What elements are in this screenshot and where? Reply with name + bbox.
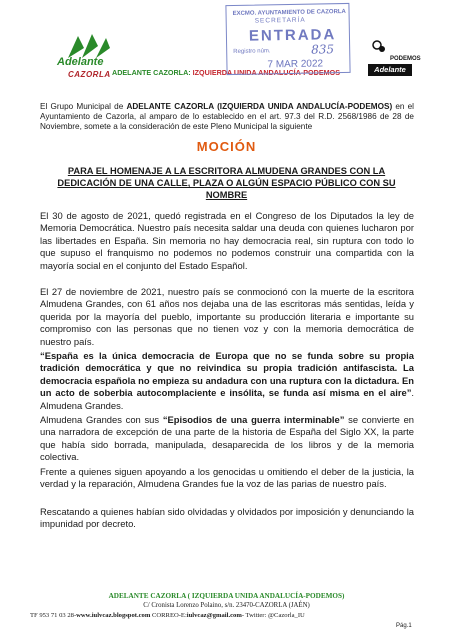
logo-subtitle: CAZORLA xyxy=(68,70,111,79)
paragraph-3-quote xyxy=(40,350,414,412)
stamp-number: 835 xyxy=(311,42,335,57)
footer-twitter: - Twitter: @Cazorla_IU xyxy=(241,612,305,619)
page-number: Pág.1 xyxy=(396,623,412,629)
podemos-circles-icon xyxy=(372,40,386,54)
party-prefix: ADELANTE CAZORLA: xyxy=(112,68,191,77)
quote-author: . Almudena Grandes. xyxy=(40,387,414,411)
footer-web-link[interactable]: www.iulvcaz.blogspot.com xyxy=(76,612,151,619)
intro-paragraph xyxy=(40,102,414,132)
quote-text: “España es la única democracia de Europa que no se funda sobre su propia tradición democrática y que no reivindica su propia tradición antifascista. La democracia española no empieza su andadura con una ruptura con la dictadura. En un acto de soberbia autocomplaciente e insólita, se funda así misma en el aire” xyxy=(40,350,414,399)
paragraph-4 xyxy=(40,414,414,464)
paragraph-6: Rescatando a quienes habían sido olvidadas y olvidados por imposición y denunciando la impunidad por decreto. xyxy=(40,506,414,530)
podemos-logo xyxy=(368,38,428,78)
footer-party: ADELANTE CAZORLA ( IZQUIERDA UNIDA ANDALUCÍA-PODEMOS) xyxy=(108,592,345,600)
logo-name: Adelante xyxy=(57,56,104,68)
intro-pre: El Grupo Municipal de xyxy=(40,102,127,111)
paragraph-1: El 30 de agosto de 2021, quedó registrada en el Congreso de los Diputados la ley de Memoria Democrática. Nuestro país necesita saldar una deuda con quienes lucharon por las libertades en España. Sin memoria no hay democracia real, sin ruptura con todo lo que supuso el franquismo no podemos no podemos construir una compartida con la mayoría social en el conjunto del Estado Español. xyxy=(40,210,414,271)
motion-title: PARA EL HOMENAJE A LA ESCRITORA ALMUDENA GRANDES CON LA DEDICACIÓN DE UNA CALLE, PLAZA O ALGÚN ESPACIO PÚBLICO CON SU NOMBRE xyxy=(57,166,396,200)
intro-post: en el Ayuntamiento de Cazorla, al amparo de lo establecido en el art. 97.3 del R.D. 2568/1986 de 28 de Noviembre, somete a la consideración de este Pleno Municipal la siguiente xyxy=(40,102,415,131)
footer-email-link[interactable]: iulvcaz@gmail.com xyxy=(186,612,242,619)
p4-pre: Almudena Grandes con sus xyxy=(40,414,163,425)
adelante-badge: Adelante xyxy=(368,64,412,76)
footer-phone: TF 953 71 03 28- xyxy=(30,612,77,619)
p4-post: se convierte en una narradora de excepción de una parte de la historia de España del Siglo XX, la parte que había sido borrada, manipulada, desaparecida de los libros y de la memoria colectiva. xyxy=(40,414,415,463)
stamp-date: 7 MAR 2022 xyxy=(267,58,324,71)
footer-contact xyxy=(30,612,305,619)
registry-stamp xyxy=(225,3,350,75)
footer-mail-label: CORREO-E: xyxy=(150,612,187,619)
paragraph-2: El 27 de noviembre de 2021, nuestro país se conmocionó con la muerte de la escritora Almudena Grandes, con 61 años nos dejaba una de las escritoras más sentidas, leída y querida por la mayoría del pueblo, importante su producción literaria e importante su compromiso con las personas que no tienen voz y con la memoria democrática de nuestro país. xyxy=(40,286,414,347)
footer-address: C/ Cronista Lorenzo Polaino, s/n. 23470-CAZORLA (JAÉN) xyxy=(143,602,310,609)
podemos-label: PODEMOS xyxy=(390,56,421,62)
stamp-line1: EXCMO. AYUNTAMIENTO DE CAZORLA xyxy=(232,8,346,17)
stamp-line4: Registro núm. xyxy=(233,48,271,55)
intro-group: ADELANTE CAZORLA (IZQUIERDA UNIDA ANDALUCÍA-PODEMOS) xyxy=(126,102,393,111)
paragraph-5: Frente a quienes siguen apoyando a los genocidas u omitiendo el deber de la justicia, la verdad y la reparación, Almudena Grandes fue la voz de las parias de nuestro país. xyxy=(40,466,414,490)
p4-book-title: “Episodios de una guerra interminable” xyxy=(162,414,345,425)
document-heading: MOCIÓN xyxy=(196,139,257,154)
stamp-line2: SECRETARÍA xyxy=(254,16,306,25)
party-name: IZQUIERDA UNIDA ANDALUCÍA-PODEMOS xyxy=(192,68,340,77)
stamp-line3: ENTRADA xyxy=(248,26,337,45)
